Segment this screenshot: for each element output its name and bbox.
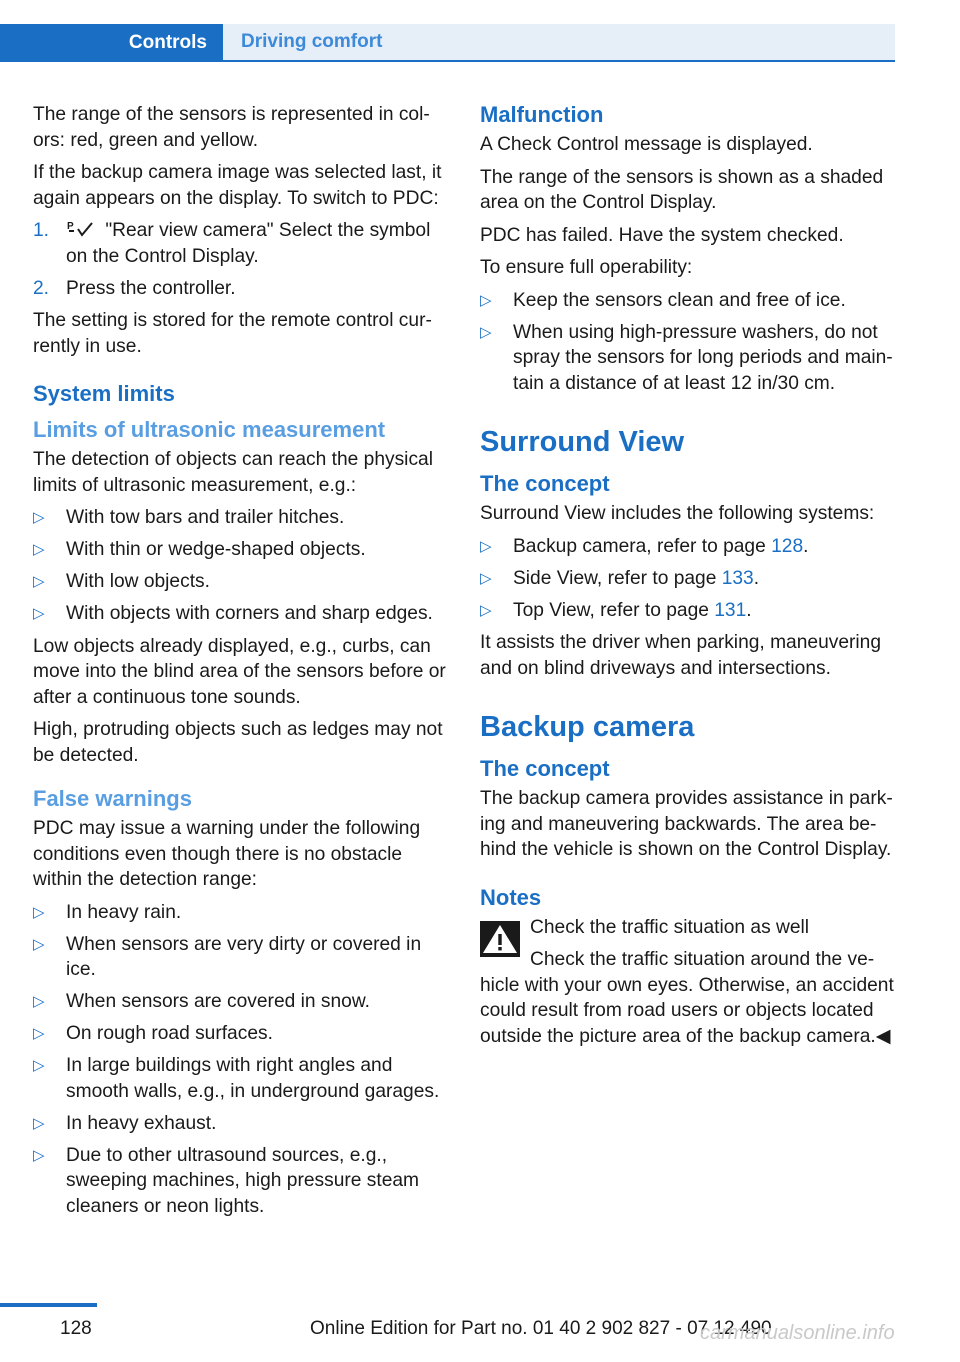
triangle-bullet-icon: ▷	[480, 537, 492, 555]
heading-backup-camera: Backup camera	[480, 711, 695, 743]
step-number: 2.	[33, 277, 50, 299]
list-item: ▷ On rough road surfaces.	[33, 1021, 451, 1047]
triangle-bullet-icon: ▷	[33, 1114, 45, 1132]
triangle-bullet-icon: ▷	[33, 935, 45, 953]
triangle-bullet-icon: ▷	[33, 573, 45, 590]
step-text: Press the controller.	[66, 277, 236, 299]
heading-notes: Notes	[480, 884, 542, 910]
operability-list	[480, 288, 898, 397]
triangle-bullet-icon: ▷	[33, 541, 45, 558]
warning-triangle-icon	[480, 921, 520, 957]
header-rule	[0, 60, 895, 62]
list-item: ▷ When sensors are covered in snow.	[33, 989, 451, 1015]
ultrasonic-list	[33, 505, 451, 627]
footer-rule	[0, 1303, 97, 1307]
list-item: ▷ Keep the sensors clean and free of ice.	[480, 288, 898, 314]
heading-backup-concept: The concept	[480, 756, 610, 781]
right-column	[480, 102, 898, 1049]
list-item: ▷ Side View, refer to page 133.	[480, 566, 898, 592]
watermark: carmanualsonline.info	[700, 1322, 895, 1344]
list-item: ▷ With tow bars and trailer hitches.	[33, 505, 451, 531]
triangle-bullet-icon: ▷	[33, 903, 45, 921]
step-text: "Rear view camera" Select the symbol on the Control Display.	[66, 220, 431, 267]
pdc-steps	[33, 218, 451, 301]
triangle-bullet-icon: ▷	[480, 569, 492, 587]
list-item: ▷ With thin or wedge-shaped objects.	[33, 537, 451, 563]
list-item: ▷ Due to other ultrasound sources, e.g., sweeping machines, high pressure steam cleaners or neon lights.	[33, 1144, 420, 1217]
malfunction-text-1: A Check Control message is displayed.	[480, 134, 813, 155]
heading-malfunction: Malfunction	[480, 102, 604, 127]
low-objects-text: Low objects already displayed, e.g., curbs, can move into the blind area of the sensors before or after a continuous tone sounds.	[33, 635, 446, 708]
rear-view-camera-icon	[66, 219, 96, 239]
triangle-bullet-icon: ▷	[33, 993, 45, 1010]
malfunction-text-3: PDC has failed. Have the system checked.	[480, 224, 844, 246]
malfunction-text-4: To ensure full operability:	[480, 257, 693, 278]
edition-text: Online Edition for Part no. 01 40 2 902 827 - 07 12 490	[310, 1318, 772, 1339]
triangle-bullet-icon: ▷	[33, 1146, 45, 1164]
malfunction-text-2: The range of the sensors is shown as a shaded area on the Control Display.	[480, 166, 884, 213]
list-item: ▷ In heavy rain.	[33, 900, 451, 926]
triangle-bullet-icon: ▷	[480, 323, 492, 341]
high-objects-text: High, protruding objects such as ledges may not be detected.	[33, 719, 443, 766]
triangle-bullet-icon: ▷	[33, 605, 45, 622]
page-header	[0, 24, 895, 62]
heading-ultrasonic-limits: Limits of ultrasonic measurement	[33, 417, 386, 442]
ultrasonic-text: The detection of objects can reach the physical limits of ultrasonic measurement, e.g.:	[33, 449, 433, 496]
step-item	[33, 218, 451, 269]
setting-stored-text: The setting is stored for the remote control cur-rently in use.	[33, 310, 432, 357]
page-link[interactable]: 128	[771, 535, 804, 557]
backup-camera-text: If the backup camera image was selected last, it again appears on the display. To switch to PDC:	[33, 162, 442, 209]
step-item	[33, 276, 451, 302]
page-number: 128	[60, 1318, 92, 1339]
surround-assist-text: It assists the driver when parking, maneuvering and on blind driveways and intersections.	[480, 632, 881, 679]
surround-systems-list	[480, 534, 898, 624]
warning-note	[480, 915, 898, 1050]
heading-false-warnings: False warnings	[33, 786, 192, 811]
triangle-bullet-icon: ▷	[480, 291, 492, 309]
heading-surround-view: Surround View	[480, 426, 685, 458]
false-warnings-text: PDC may issue a warning under the following conditions even though there is no obstacle within the detection range:	[33, 818, 421, 890]
warning-text: Check the traffic situation around the ve-hicle with your own eyes. Otherwise, an accident could result from road users or objects located outside the picture area of the backup camera.◀	[480, 949, 894, 1047]
sensor-range-text: The range of the sensors is represented in col-ors: red, green and yellow.	[33, 104, 430, 151]
surround-intro-text: Surround View includes the following systems:	[480, 503, 875, 524]
list-item: ▷ With low objects.	[33, 569, 451, 595]
triangle-bullet-icon: ▷	[33, 509, 45, 526]
list-item: ▷ When sensors are very dirty or covered in ice.	[33, 933, 422, 980]
list-item: ▷ Top View, refer to page 131.	[480, 598, 898, 624]
warning-title: Check the traffic situation as well	[530, 916, 810, 938]
step-number: 1.	[33, 220, 50, 241]
page-link[interactable]: 133	[721, 567, 754, 589]
tab-driving-comfort[interactable]: Driving comfort	[223, 24, 895, 60]
page-link[interactable]: 131	[714, 599, 747, 621]
list-item: ▷ With objects with corners and sharp edges.	[33, 601, 451, 627]
heading-surround-concept: The concept	[480, 471, 610, 496]
svg-text:P: P	[67, 221, 74, 232]
list-item: ▷ In large buildings with right angles and smooth walls, e.g., in underground garages.	[33, 1055, 440, 1102]
false-warnings-list	[33, 900, 451, 1220]
triangle-bullet-icon: ▷	[480, 601, 492, 619]
heading-system-limits: System limits	[33, 381, 175, 406]
list-item: ▷ Backup camera, refer to page 128.	[480, 534, 898, 560]
tab-controls[interactable]: Controls	[0, 24, 223, 62]
triangle-bullet-icon: ▷	[33, 1025, 45, 1042]
backup-concept-text: The backup camera provides assistance in park-ing and maneuvering backwards. The area be-hind the vehicle is shown on the Control Display.	[480, 788, 893, 860]
list-item: ▷ In heavy exhaust.	[33, 1111, 451, 1137]
triangle-bullet-icon: ▷	[33, 1057, 45, 1074]
list-item: ▷ When using high-pressure washers, do not spray the sensors for long periods and main-tain a distance of at least 12 in/30 cm.	[480, 321, 893, 394]
left-column	[33, 102, 451, 1226]
